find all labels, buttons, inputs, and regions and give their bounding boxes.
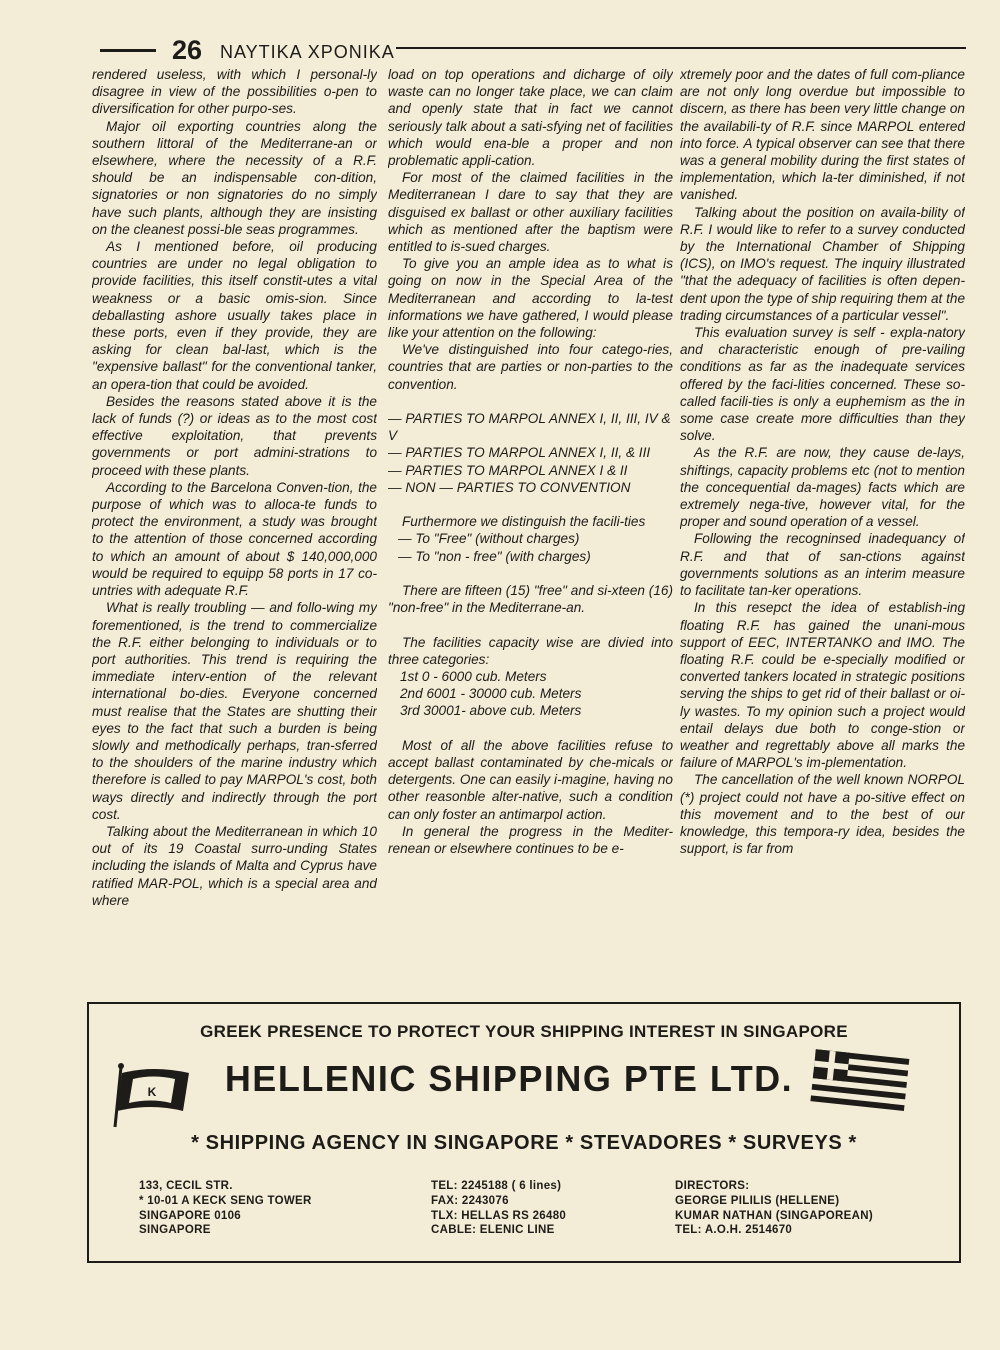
header-rule-left <box>100 49 156 52</box>
list-item-non-free: — To "non - free" (with charges) <box>398 548 591 564</box>
paragraph: The facilities capacity wise are divied into three categories: <box>388 634 673 667</box>
paragraph: According to the Barcelona Conven-tion, the purpose of which was to alloca-te funds to protect the environment, a study was brought to the attention of those concerned according to which an amount of about $ 140,000,000 would be required to equipp 58 ports in 17 co-untries with adequate R.F. <box>92 479 377 599</box>
paragraph: In general the progress in the Mediter-renean or elsewhere continues to be e- <box>388 823 673 857</box>
paragraph: The cancellation of the well known NORPOL (*) project could not have a po-sitive effect on this movement and to the best of our knowledge, this tempora-ry idea, besides the support, is far from <box>680 772 965 857</box>
ad-contact <box>431 1179 566 1238</box>
article-column-2 <box>388 66 673 981</box>
list-item-parties-1: — PARTIES TO MARPOL ANNEX I, II, III, IV & V <box>388 411 671 444</box>
paragraph: In this resepct the idea of establish-ing floating R.F. has gained the unani-mous support of EEC, INTERTANKO and IMO. The floating R.F. could be e-specially modified or converted tankers located in strategic positions serving the ships to get rid of their ballast or oi-ly wastes. To my opinion such a project would entail delays due both to conge-stion or weather and regrettably above all marks the failure of MARPOL's im-plementation. <box>680 600 965 771</box>
flag-letter: K <box>147 1085 157 1099</box>
page-number: 26 <box>172 35 203 65</box>
list-item-parties-3: — PARTIES TO MARPOL ANNEX I & II <box>388 462 628 478</box>
article-column-1 <box>92 66 377 981</box>
address-line: * 10-01 A KECK SENG TOWER <box>139 1194 312 1207</box>
article-column-3 <box>680 66 965 981</box>
header-rule-right <box>396 47 966 49</box>
paragraph: Furthermore we distinguish the facili-ties <box>402 514 646 530</box>
paragraph: What is really troubling — and follo-wing my forementioned, is the trend to commercialize the R.F. either belonging to individuals or to port authorities. This trend is requiring the immediate interv-ention of the relevant international bo-dies. Everyone concerned must realise that the States are shutting their eyes to the fact that such a burden is being slowly and methodically perhaps, tran-sferred to the shoulders of the marine industry which therefore is called to pay MARPOL's cost, both ways directly and indirectly through the port cost. <box>92 600 377 822</box>
directors-line: GEORGE PILILIS (HELLENE) <box>675 1194 840 1207</box>
paragraph: rendered useless, with which I personal-ly disagree in view of the possibilities o-pen to diversification for other purpo-ses. <box>92 67 377 117</box>
list-item-non-parties: — NON — PARTIES TO CONVENTION <box>388 479 631 495</box>
paragraph: Following the recogninsed inadequancy of R.F. and that of san-ctions against governments solutions as an interim measure to facilitate tan-ker operations. <box>680 531 965 599</box>
paragraph: xtremely poor and the dates of full com-pliance are not only long overdue but impossible to discern, as there has been very little change on the availabili-ty of R.F. since MARPOL entered into force. A typical observer can see that there was a general mobility during the first states of implementation, which la-ter diminished, if not vanished. <box>680 67 965 203</box>
paragraph: load on top operations and dicharge of oily waste can no longer take place, we can claim and openly state that in fact we cannot seriously talk about a sati-sfying net of facilities which would ena-ble a proper and non problematic appli-cation. <box>388 67 673 169</box>
paragraph: For most of the claimed facilities in the Mediterranean I dare to say that they are disguised ex ballast or other auxiliary facilities which as mentioned after the baptism were entitled to is-sued charges. <box>388 170 673 255</box>
company-name: HELLENIC SHIPPING PTE LTD. <box>224 1058 794 1099</box>
category-2: 2nd 6001 - 30000 cub. Meters <box>400 686 582 702</box>
category-3: 3rd 30001- above cub. Meters <box>400 703 582 719</box>
directors-line: TEL: A.O.H. 2514670 <box>675 1224 793 1237</box>
advertisement-box <box>87 1002 961 1263</box>
directors-line: KUMAR NATHAN (SINGAPOREAN) <box>675 1209 873 1222</box>
paragraph: As the R.F. are now, they cause de-lays, shiftings, capacity problems etc (not to mention the concequential da-mages) facts which are extremely nega-tive, however vital, for the proper and sound operation of a vessel. <box>680 445 965 530</box>
address-line: SINGAPORE <box>139 1224 211 1237</box>
paragraph: Talking about the position on availa-bility of R.F. I would like to refer to a survey conducted by the International Chamber of Shipping (ICS), on IMO's request. The inquiry illustrated "that the adequacy of facilities is often depen-dent upon the type of ship requiring them at the trading circumstances of a particular vessel". <box>680 204 965 323</box>
paragraph: As I mentioned before, oil producing countries are under no legal obligation to provide facilities, this itself constit-utes a vital weakness or a basic omis-sion. Since deballasting ashore usually takes place in these ports, even if they provide, they are asking for clean bal-last, which is the "expensive ballast" for the conventional tanker, an opera-tion that could be avoided. <box>92 239 377 392</box>
list-item-parties-2: — PARTIES TO MARPOL ANNEX I, II, & III <box>388 445 651 461</box>
category-1: 1st 0 - 6000 cub. Meters <box>400 669 547 685</box>
address-line: 133, CECIL STR. <box>139 1180 233 1192</box>
directors-line: DIRECTORS: <box>675 1180 750 1192</box>
greek-flag-icon <box>805 1044 915 1114</box>
page-header <box>100 35 966 65</box>
contact-line: CABLE: ELENIC LINE <box>431 1224 555 1237</box>
magazine-title: ΝΑΥΤΙΚΑ ΧΡΟΝΙΚΑ <box>220 42 395 62</box>
paragraph: Major oil exporting countries along the southern littoral of the Mediterrane-an or elsewhere, where the necessity of a R.F. should be an indispensable con-dition, signatories or non signatories do no simply have such plants, although they are insisting on the cleanest possi-ble seas programmes. <box>92 118 377 237</box>
paragraph: Most of all the above facilities refuse to accept ballast contaminated by che-micals or detergents. One can easily i-magine, having no other reasonble alter-native, such a condition can only foster an antimarpol action. <box>388 737 673 822</box>
list-item-free: — To "Free" (without charges) <box>398 531 580 547</box>
ad-address <box>139 1179 312 1238</box>
paragraph: There are fifteen (15) "free" and si-xteen (16) "non-free" in the Mediterrane-an. <box>388 583 673 616</box>
paragraph: Talking about the Mediterranean in which 10 out of its 19 Coastal surro-unding States including the islands of Malta and Cyprus have ratified MAR-POL, which is a special area and where <box>92 823 377 908</box>
address-line: SINGAPORE 0106 <box>139 1209 241 1222</box>
ad-headline: GREEK PRESENCE TO PROTECT YOUR SHIPPING INTEREST IN SINGAPORE <box>200 1022 848 1041</box>
paragraph: Besides the reasons stated above it is the lack of funds (?) or ideas as to the most cost effective exploitation, that prevents governments or port admini-strations to proceed with these plants. <box>92 393 377 478</box>
contact-line: TEL: 2245188 ( 6 lines) <box>431 1180 562 1192</box>
house-flag-icon <box>103 1059 203 1129</box>
ad-directors <box>675 1179 873 1238</box>
paragraph: To give you an ample idea as to what is going on now in the Special Area of the Mediterranean and according to la-test informations we have gathered, I would please like your attention on the following: <box>388 256 673 341</box>
contact-line: FAX: 2243076 <box>431 1194 509 1207</box>
paragraph: This evaluation survey is self - expla-natory and characteristic enough of pre-vailing conditions as far as the inadequate services offered by the faci-lities concerned. These so-called facili-ties is only a euphemism as the in some case create more difficulties than they solve. <box>680 325 965 444</box>
contact-line: TLX: HELLAS RS 26480 <box>431 1209 567 1222</box>
paragraph: We've distinguished into four catego-ries, countries that are parties or non-parties to the convention. <box>388 342 673 392</box>
ad-services: * SHIPPING AGENCY IN SINGAPORE * STEVADORES * SURVEYS * <box>191 1132 857 1154</box>
